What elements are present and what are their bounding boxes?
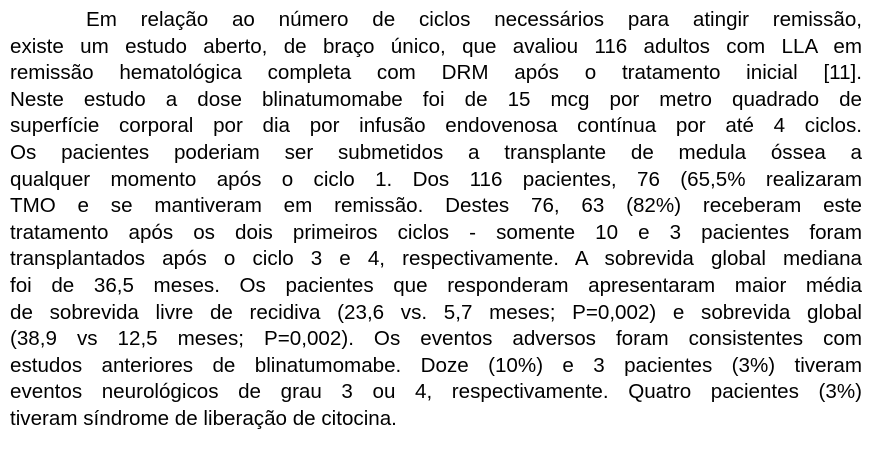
paragraph-line: estudos anteriores de blinatumomabe. Doze (10%) e 3 pacientes (3%) tiveram (10, 353, 862, 377)
paragraph-line: Neste estudo a dose blinatumomabe foi de 15 mcg por metro quadrado de (10, 87, 862, 111)
paragraph-line: transplantados após o ciclo 3 e 4, respectivamente. A sobrevida global mediana (10, 247, 862, 271)
paragraph-line: tratamento após os dois primeiros ciclos - somente 10 e 3 pacientes foram (10, 220, 862, 244)
paragraph-line: qualquer momento após o ciclo 1. Dos 116 pacientes, 76 (65,5% realizaram (10, 167, 862, 191)
paragraph-line: superfície corporal por dia por infusão endovenosa contínua por até 4 ciclos. (10, 114, 862, 138)
paragraph-line: eventos neurológicos de grau 3 ou 4, respectivamente. Quatro pacientes (3%) (10, 380, 862, 404)
paragraph-line: (38,9 vs 12,5 meses; P=0,002). Os eventos adversos foram consistentes com (10, 327, 862, 351)
body-paragraph (10, 7, 862, 433)
paragraph-line: Os pacientes poderiam ser submetidos a transplante de medula óssea a (10, 140, 862, 164)
paragraph-line: remissão hematológica completa com DRM após o tratamento inicial [11]. (10, 61, 862, 85)
paragraph-line: de sobrevida livre de recidiva (23,6 vs. 5,7 meses; P=0,002) e sobrevida global (10, 300, 862, 324)
paragraph-line: TMO e se mantiveram em remissão. Destes 76, 63 (82%) receberam este (10, 194, 862, 218)
document-page (10, 7, 862, 433)
paragraph-line: tiveram síndrome de liberação de citocina. (10, 406, 397, 430)
paragraph-line: existe um estudo aberto, de braço único, que avaliou 116 adultos com LLA em (10, 34, 862, 58)
paragraph-line: Em relação ao número de ciclos necessários para atingir remissão, (86, 8, 862, 31)
paragraph-line: foi de 36,5 meses. Os pacientes que responderam apresentaram maior média (10, 273, 862, 297)
